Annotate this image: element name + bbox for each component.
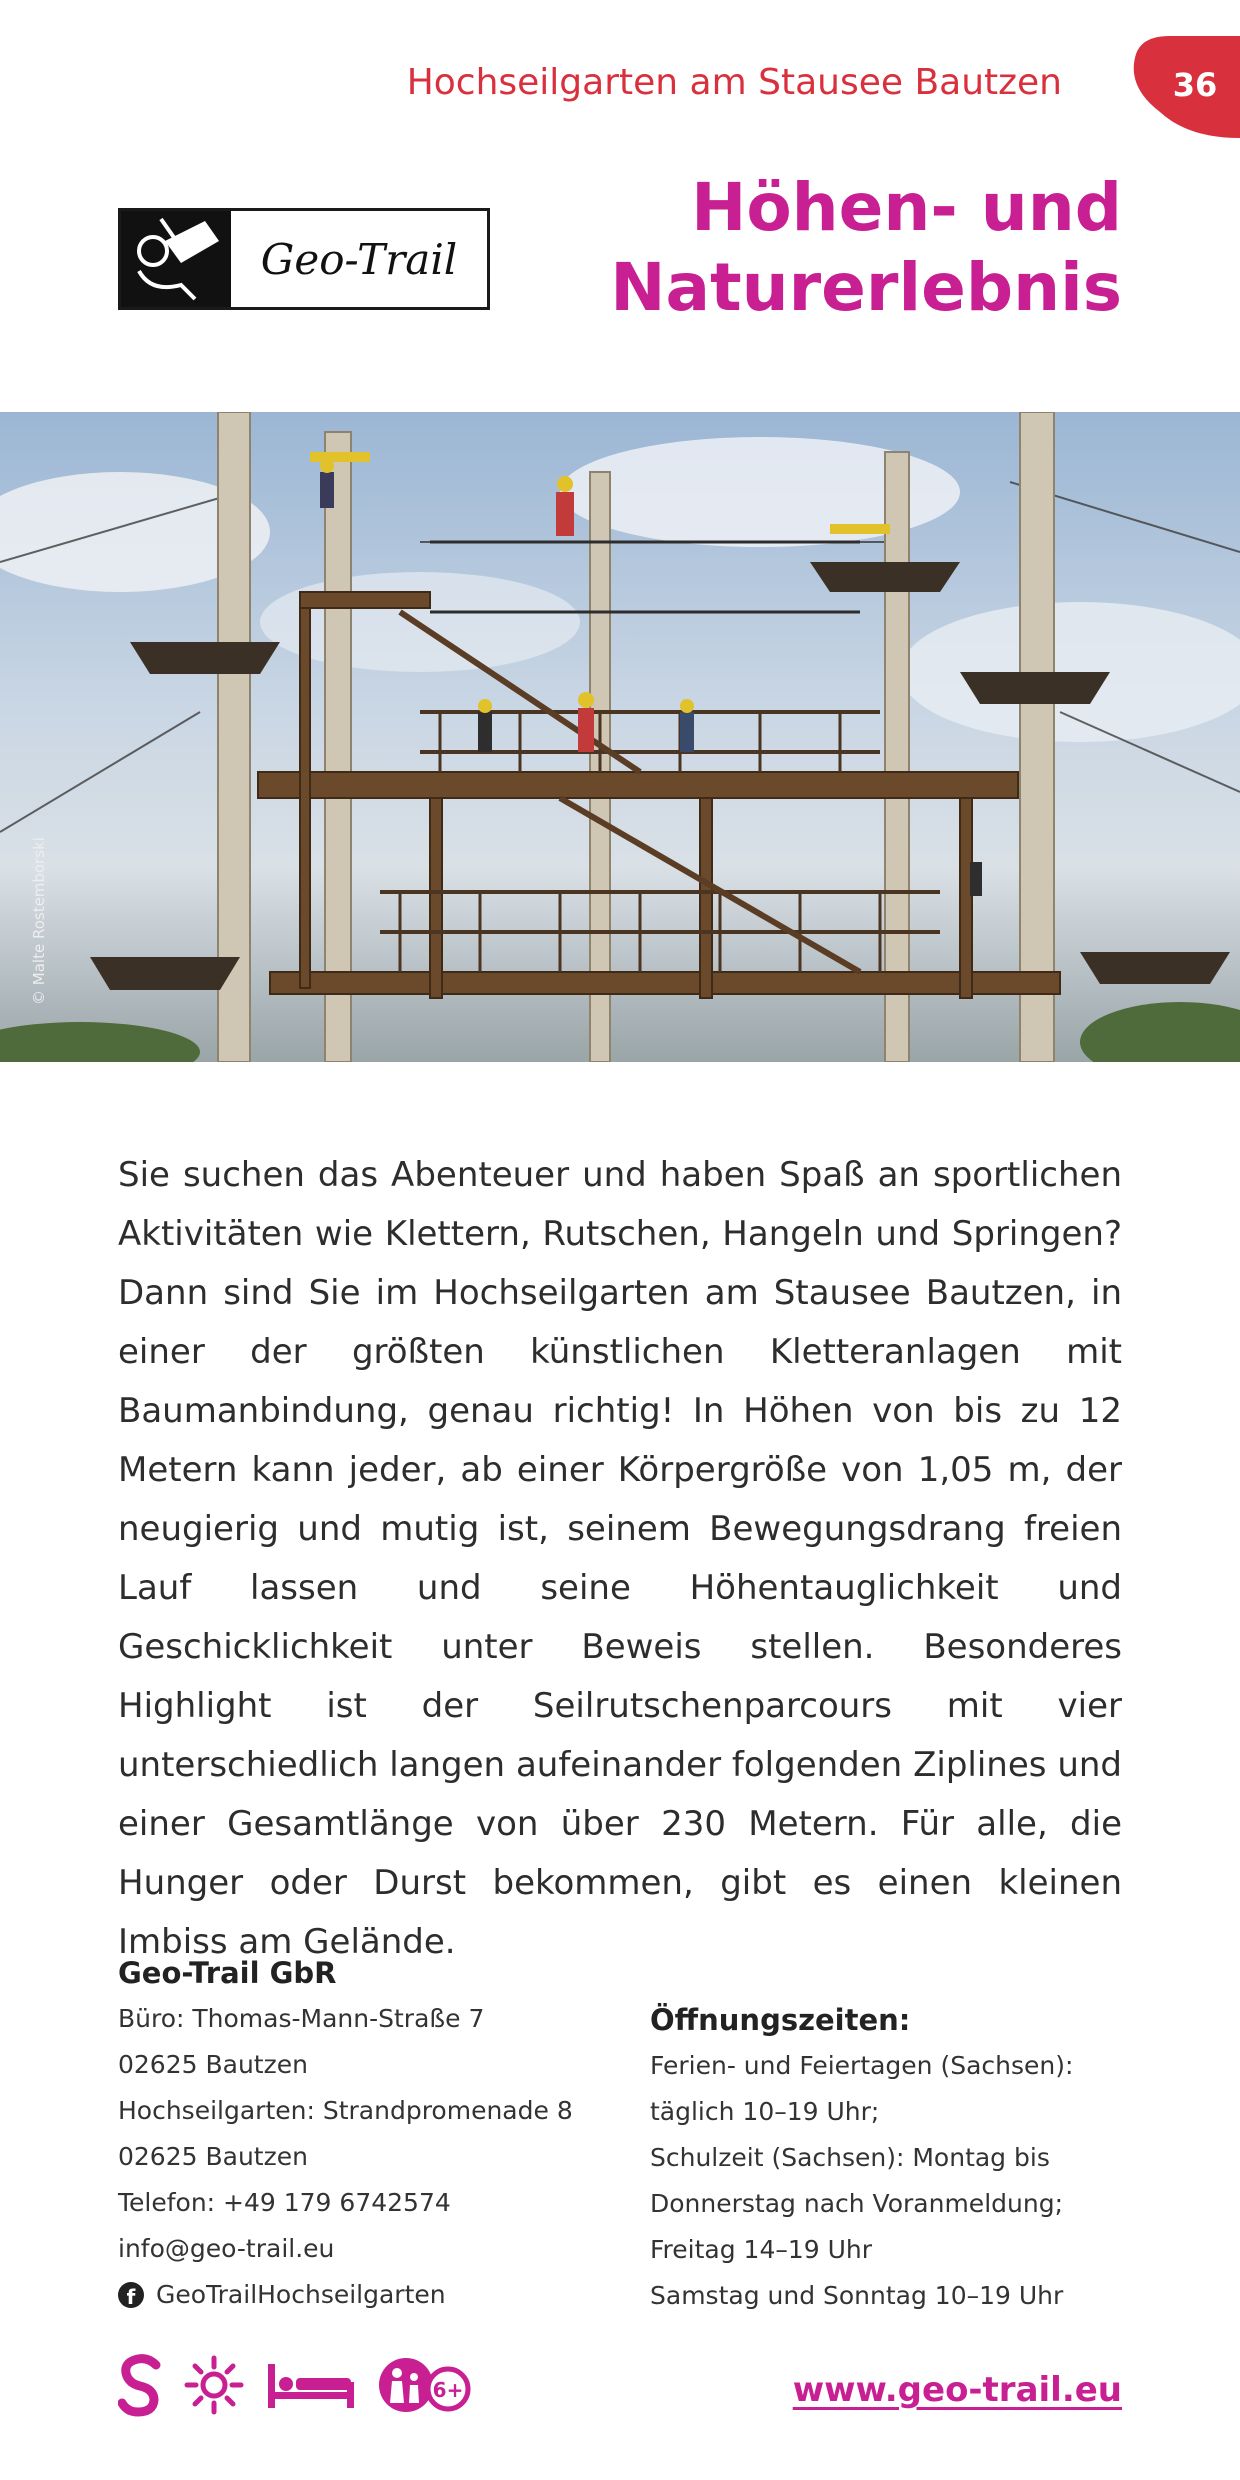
hours-line: Freitag 14–19 Uhr	[650, 2235, 873, 2264]
family-icon	[378, 2353, 474, 2421]
hours-line: Schulzeit (Sachsen): Montag bis	[650, 2143, 1050, 2172]
sun-icon	[184, 2355, 244, 2419]
hours-line: Ferien- und Feiertagen (Sachsen):	[650, 2051, 1074, 2080]
facebook-icon: f	[118, 2282, 144, 2308]
bed-icon	[266, 2360, 356, 2414]
section-title: Hochseilgarten am Stausee Bautzen	[406, 62, 1062, 103]
hours-line: täglich 10–19 Uhr;	[650, 2097, 880, 2126]
contact-office-address: Büro: Thomas-Mann-Straße 7	[118, 2004, 485, 2033]
opening-hours-heading: Öffnungszeiten:	[650, 2003, 911, 2037]
contact-park-city: 02625 Bautzen	[118, 2142, 308, 2171]
high-ropes-course-photo	[0, 412, 1240, 1062]
opening-hours	[650, 1997, 1130, 2319]
company-name: Geo-Trail GbR	[118, 1956, 337, 1990]
page-title-line-2: Naturerlebnis	[610, 249, 1122, 326]
contact-phone[interactable]: Telefon: +49 179 6742574	[118, 2188, 451, 2217]
description-text: Sie suchen das Abenteuer und haben Spaß an sportlichen Aktivitäten wie Klettern, Rutschen, Hangeln und Springen? Dann sind Sie im Hochseilgarten am Stausee Bautzen, in einer der größten künstlichen Kletteranlagen mit Baumanbindung, genau richtig! In Höhen von bis zu 12 Metern kann jeder, ab einer Körpergröße von 1,05 m, der neugierig und mutig ist, seinem Bewegungsdrang freien Lauf lassen und seine Höhentauglichkeit und Geschicklichkeit unter Beweis stellen. Besonderes Highlight ist der Seilrutschenparcours mit vier unterschiedlich langen aufeinander folgenden Ziplines und einer Gesamtlänge von über 230 Metern. Für alle, die Hunger oder Durst bekommen, gibt es einen kleinen Imbiss am Gelände.	[118, 1155, 1122, 1962]
page-title	[610, 168, 1122, 328]
facebook-link[interactable]	[118, 2272, 638, 2318]
hours-line: Samstag und Sonntag 10–19 Uhr	[650, 2281, 1064, 2310]
photo-credit: © Malte Rostemborski	[30, 837, 48, 1005]
contact-info	[118, 1950, 638, 2318]
website-link[interactable]: www.geo-trail.eu	[792, 2370, 1122, 2410]
feature-icons	[118, 2355, 474, 2419]
contact-office-city: 02625 Bautzen	[118, 2050, 308, 2079]
hours-line: Donnerstag nach Voranmeldung;	[650, 2189, 1063, 2218]
facebook-handle: GeoTrailHochseilgarten	[156, 2280, 446, 2309]
age-badge: 6+	[432, 2378, 464, 2402]
climber-logo-icon	[121, 211, 231, 307]
contact-park-address: Hochseilgarten: Strandpromenade 8	[118, 2096, 573, 2125]
page-title-line-1: Höhen- und	[691, 169, 1122, 246]
logo-text: Geo-Trail	[260, 234, 458, 284]
page-number: 36	[1172, 66, 1218, 104]
contact-email[interactable]: info@geo-trail.eu	[118, 2234, 335, 2263]
s-icon	[118, 2353, 162, 2421]
geo-trail-logo	[118, 208, 490, 310]
